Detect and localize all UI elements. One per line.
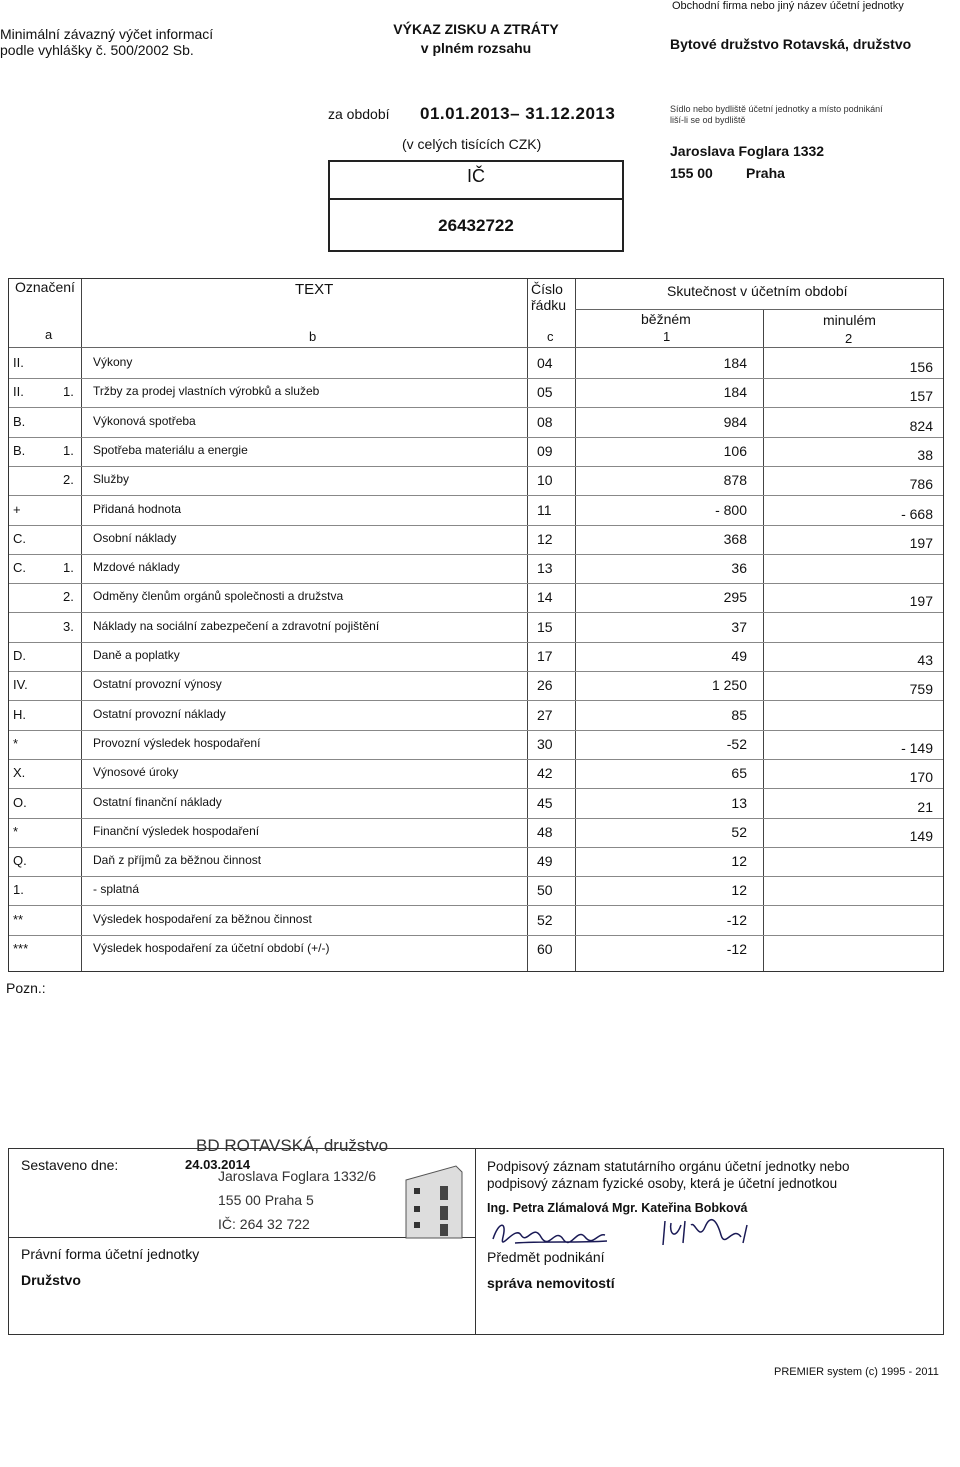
value-current: 12 <box>731 882 747 899</box>
marker-a: * <box>13 735 19 751</box>
table-row <box>9 525 943 555</box>
sub-2: 2 <box>845 331 853 346</box>
marker-a: O. <box>13 794 27 810</box>
marker-a: C. <box>13 530 26 546</box>
row-number: 50 <box>537 882 553 899</box>
row-number: 45 <box>537 794 553 811</box>
table-row <box>9 730 943 760</box>
marker-a: Q. <box>13 853 27 869</box>
value-current: -52 <box>726 735 747 752</box>
business-subject-label: Předmět podnikání <box>487 1249 605 1265</box>
row-text: Ostatní provozní výnosy <box>93 677 222 692</box>
sub-a: a <box>45 327 53 342</box>
note-label: Pozn.: <box>6 980 46 996</box>
table-row <box>9 935 943 964</box>
ic-label: IČ <box>467 166 485 186</box>
value-current: 52 <box>731 823 747 840</box>
value-current: -12 <box>726 941 747 957</box>
table-row <box>9 583 943 613</box>
value-previous: 197 <box>909 593 933 610</box>
marker-a: II. <box>13 355 24 370</box>
seat-street: Jaroslava Foglara 1332 <box>670 143 825 159</box>
table-row <box>9 408 943 438</box>
value-previous: - 668 <box>901 505 933 522</box>
company-name: Bytové družstvo Rotavská, družstvo <box>670 36 912 52</box>
row-text: Výkonová spotřeba <box>93 413 196 428</box>
row-text: Tržby za prodej vlastních výrobků a služeb <box>93 384 320 399</box>
value-current: 13 <box>731 794 747 811</box>
row-number: 13 <box>537 560 553 577</box>
stamp-line4: IČ: 264 32 722 <box>218 1216 310 1232</box>
value-current: 368 <box>723 530 747 547</box>
legal-reference-line1: Minimální závazný výčet informací <box>0 26 214 42</box>
col-bezne: běžném <box>641 311 691 327</box>
table-row <box>9 349 943 379</box>
legal-form-label: Právní forma účetní jednotky <box>21 1246 200 1262</box>
row-number: 48 <box>537 823 553 840</box>
row-text: - splatná <box>93 882 140 897</box>
marker-a: B. <box>13 442 26 458</box>
title-line1: VÝKAZ ZISKU A ZTRÁTY <box>393 21 559 37</box>
legal-reference <box>0 26 213 58</box>
seat-note <box>670 104 883 126</box>
row-text: Spotřeba materiálu a energie <box>93 442 248 457</box>
building-logo-icon <box>400 1162 464 1240</box>
ic-divider <box>330 198 622 200</box>
table-row <box>9 642 943 672</box>
marker-sub: 3. <box>63 618 74 634</box>
marker-a: *** <box>13 941 29 956</box>
marker-sub: 1. <box>63 384 74 400</box>
stamp-line1: BD ROTAVSKÁ, družstvo <box>196 1136 389 1155</box>
value-previous: 786 <box>909 476 933 493</box>
company-caption: Obchodní firma nebo jiný název účetní jednotky <box>672 0 904 12</box>
marker-sub: 1. <box>63 442 74 458</box>
value-current: 184 <box>723 384 747 401</box>
compiled-date: 24.03.2014 <box>185 1157 251 1172</box>
row-number: 26 <box>537 677 553 694</box>
row-text: Ostatní finanční náklady <box>93 794 222 809</box>
row-number: 27 <box>537 706 553 723</box>
row-number: 60 <box>537 941 553 957</box>
value-current: 85 <box>731 706 747 723</box>
header-divider <box>9 347 943 348</box>
value-previous: 38 <box>917 446 933 463</box>
row-text: Výnosové úroky <box>93 765 179 780</box>
period-value: 01.01.2013– 31.12.2013 <box>420 104 616 123</box>
table-row <box>9 789 943 819</box>
marker-a: 1. <box>13 882 24 898</box>
row-text: Náklady na sociální zabezpečení a zdravotní pojištění <box>93 618 380 633</box>
value-current: -12 <box>726 911 747 928</box>
value-current: 878 <box>723 472 747 489</box>
handwritten-signatures <box>485 1215 805 1249</box>
marker-a: H. <box>13 706 26 722</box>
value-current: 37 <box>731 618 747 635</box>
marker-a: ** <box>13 911 24 927</box>
document-title <box>376 20 576 58</box>
row-text: Odměny členům orgánů společnosti a družstva <box>93 589 344 604</box>
legal-form-value: Družstvo <box>21 1272 81 1288</box>
sub-c: c <box>547 329 554 344</box>
value-current: 12 <box>731 853 747 870</box>
table-row <box>9 496 943 526</box>
marker-a: * <box>13 823 19 839</box>
marker-sub: 2. <box>63 589 74 605</box>
row-text: Daň z příjmů za běžnou činnost <box>93 853 262 868</box>
compiled-label: Sestaveno dne: <box>21 1157 119 1173</box>
seat-city: Praha <box>746 165 785 181</box>
row-text: Daně a poplatky <box>93 648 180 662</box>
marker-a: C. <box>13 560 26 576</box>
table-row <box>9 759 943 789</box>
row-text: Služby <box>93 472 130 487</box>
table-row <box>9 378 943 408</box>
value-previous: - 149 <box>901 739 933 756</box>
value-current: 36 <box>731 560 747 577</box>
col-oznaceni: Označení <box>15 279 75 295</box>
marker-a: II. <box>13 384 24 400</box>
signature-caption-line2: podpisový záznam fyzické osoby, která je účetní jednotkou <box>487 1176 838 1191</box>
value-current: 65 <box>731 765 747 782</box>
row-text: Výkony <box>93 355 133 369</box>
table-row <box>9 466 943 496</box>
seat-zip: 155 00 <box>670 165 713 181</box>
value-previous: 43 <box>917 652 933 668</box>
marker-a: + <box>13 501 21 517</box>
legal-reference-line2: podle vyhlášky č. 500/2002 Sb. <box>0 42 194 58</box>
signatories: Ing. Petra Zlámalová Mgr. Kateřina Bobková <box>487 1201 748 1215</box>
ic-box <box>328 160 624 252</box>
value-previous: 21 <box>917 798 933 815</box>
stamp-line3: 155 00 Praha 5 <box>218 1192 314 1208</box>
row-number: 12 <box>537 530 553 547</box>
company-stamp <box>190 1132 480 1242</box>
value-current: 1 250 <box>711 677 747 694</box>
row-number: 49 <box>537 853 553 870</box>
table-row <box>9 701 943 731</box>
marker-a: D. <box>13 648 26 663</box>
sub-b: b <box>309 329 317 344</box>
row-number: 52 <box>537 911 553 928</box>
table-row <box>9 671 943 701</box>
value-previous: 197 <box>909 534 933 551</box>
title-line2: v plném rozsahu <box>420 40 532 56</box>
row-number: 15 <box>537 618 553 635</box>
value-current: 106 <box>723 442 747 459</box>
unit-note: (v celých tisících CZK) <box>402 136 542 152</box>
value-previous: 149 <box>909 827 933 844</box>
row-number: 08 <box>537 413 553 430</box>
table-row <box>9 613 943 643</box>
sub-1: 1 <box>663 329 671 344</box>
row-text: Výsledek hospodaření za účetní období (+/-) <box>93 941 330 955</box>
row-number: 30 <box>537 735 553 752</box>
marker-a: IV. <box>13 677 28 693</box>
income-statement-table <box>8 278 944 972</box>
marker-sub: 2. <box>63 472 74 488</box>
marker-a: B. <box>13 413 26 429</box>
row-text: Provozní výsledek hospodaření <box>93 735 261 750</box>
stamp-line2: Jaroslava Foglara 1332/6 <box>218 1168 376 1184</box>
table-row <box>9 906 943 936</box>
row-text: Výsledek hospodaření za běžnou činnost <box>93 911 312 926</box>
signature-caption-line1: Podpisový záznam statutárního orgánu účetní jednotky nebo <box>487 1159 850 1174</box>
value-previous: 824 <box>909 417 933 434</box>
business-subject-value: správa nemovitostí <box>487 1275 615 1291</box>
row-number: 05 <box>537 384 553 401</box>
value-previous: 170 <box>909 769 933 786</box>
marker-sub: 1. <box>63 560 74 576</box>
table-row <box>9 437 943 467</box>
value-current: 295 <box>723 589 747 606</box>
row-number: 10 <box>537 472 553 489</box>
row-number: 09 <box>537 442 553 459</box>
value-previous: 157 <box>909 388 933 405</box>
ic-value: 26432722 <box>438 216 514 235</box>
row-number: 14 <box>537 589 553 606</box>
row-number: 11 <box>537 501 552 518</box>
table-row <box>9 818 943 848</box>
col-minule: minulém <box>823 312 876 328</box>
table-row <box>9 876 943 906</box>
col-cislo: Číslo <box>531 281 563 297</box>
row-text: Ostatní provozní náklady <box>93 706 226 721</box>
marker-a: X. <box>13 765 26 781</box>
col-skutecnost: Skutečnost v účetním období <box>667 283 848 299</box>
table-row <box>9 554 943 584</box>
col-radku: řádku <box>531 297 567 313</box>
row-number: 42 <box>537 765 553 782</box>
row-text: Mzdové náklady <box>93 560 180 575</box>
software-footer: PREMIER system (c) 1995 - 2011 <box>774 1366 939 1378</box>
row-text: Přidaná hodnota <box>93 501 182 516</box>
value-current: 49 <box>731 648 747 664</box>
value-previous: 759 <box>909 681 933 698</box>
value-current: - 800 <box>715 501 747 518</box>
value-previous: 156 <box>909 359 933 375</box>
row-number: 17 <box>537 648 553 664</box>
row-number: 04 <box>537 355 553 371</box>
period-label: za období <box>328 106 390 122</box>
col-text: TEXT <box>295 281 334 298</box>
row-divider <box>575 309 943 310</box>
value-current: 984 <box>723 413 747 430</box>
seat-note-line2: liší-li se od bydliště <box>670 115 746 125</box>
value-current: 184 <box>723 355 747 371</box>
table-row <box>9 847 943 877</box>
row-text: Finanční výsledek hospodaření <box>93 823 260 838</box>
row-text: Osobní náklady <box>93 530 177 545</box>
seat-note-line1: Sídlo nebo bydliště účetní jednotky a místo podnikání <box>670 104 883 114</box>
